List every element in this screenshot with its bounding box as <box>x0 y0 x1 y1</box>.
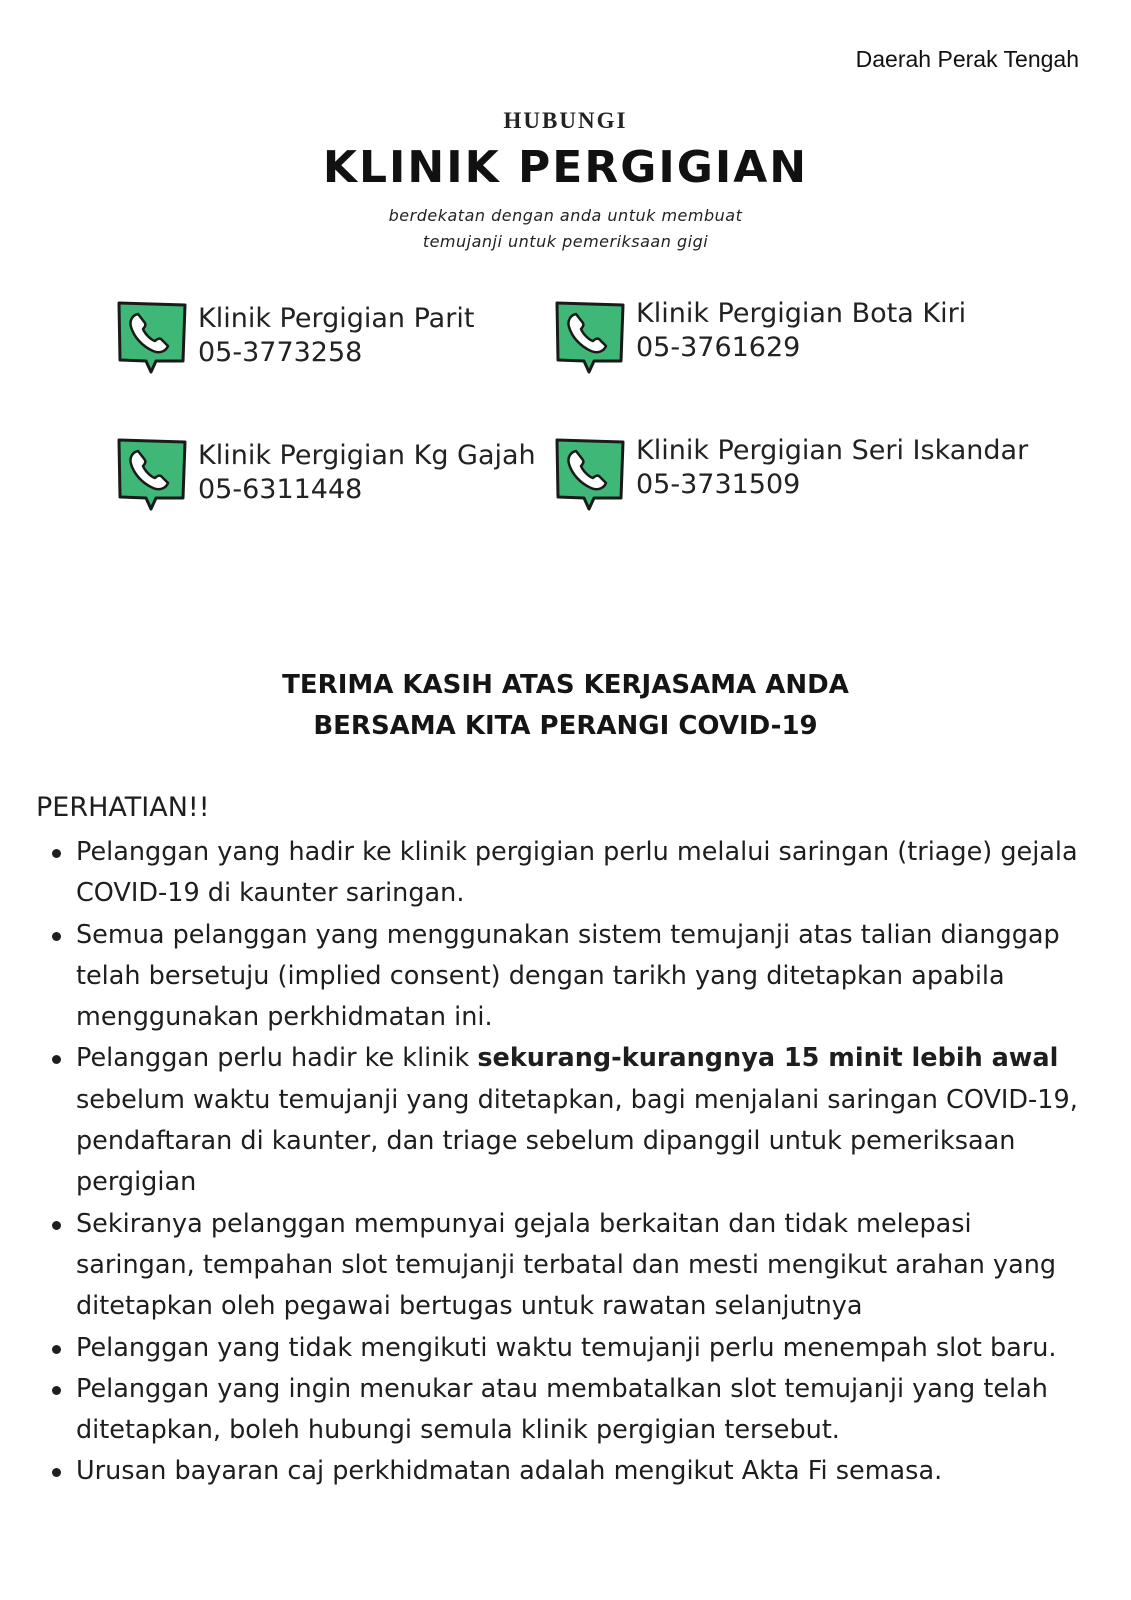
phone-icon <box>554 300 626 380</box>
notice-section <box>36 790 1096 1493</box>
subtitle-line-1: berdekatan dengan anda untuk membuat <box>388 206 743 225</box>
page-title: KLINIK PERGIGIAN <box>322 142 809 193</box>
thanks-line-1: TERIMA KASIH ATAS KERJASAMA ANDA <box>282 670 849 700</box>
clinic-name: Klinik Pergigian Parit <box>198 303 475 334</box>
list-item: Urusan bayaran caj perkhidmatan adalah mengikut Akta Fi semasa. <box>36 1451 1096 1492</box>
clinic-info <box>636 434 1028 502</box>
clinic-name: Klinik Pergigian Seri Iskandar <box>636 435 1029 466</box>
clinic-info <box>636 297 966 365</box>
list-item: Sekiranya pelanggan mempunyai gejala berkaitan dan tidak melepasi saringan, tempahan slot temujanji terbatal dan mesti mengikut arahan yang ditetapkan oleh pegawai bertugas untuk rawatan selanjutnya <box>36 1204 1096 1328</box>
list-item <box>36 1038 1096 1203</box>
clinic-card-kg-gajah[interactable] <box>116 437 536 517</box>
clinic-info <box>198 439 536 507</box>
header-subtitle <box>0 203 1131 255</box>
list-item: Pelanggan yang hadir ke klinik pergigian perlu melalui saringan (triage) gejala COVID-19 di kaunter saringan. <box>36 832 1096 915</box>
clinic-phone[interactable]: 05-3731509 <box>636 469 801 500</box>
clinic-phone[interactable]: 05-3773258 <box>198 337 363 368</box>
clinic-info <box>198 302 474 370</box>
clinic-phone[interactable]: 05-3761629 <box>636 332 801 363</box>
notice-list <box>36 832 1096 1493</box>
list-item-text: Pelanggan perlu hadir ke klinik <box>76 1043 478 1074</box>
list-item-text: sebelum waktu temujanji yang ditetapkan, bagi menjalani saringan COVID-19, pendaftaran di kaunter, dan triage sebelum dipanggil untuk pemeriksaan pergigian <box>76 1084 1078 1198</box>
phone-icon <box>116 437 188 517</box>
clinic-name: Klinik Pergigian Kg Gajah <box>198 440 536 471</box>
subtitle-line-2: temujanji untuk pemeriksaan gigi <box>422 232 709 251</box>
notice-title: PERHATIAN!! <box>36 792 210 823</box>
page-header <box>0 108 1131 255</box>
thanks-line-2: BERSAMA KITA PERANGI COVID-19 <box>313 711 818 741</box>
clinic-card-seri-iskandar[interactable] <box>554 437 1028 517</box>
list-item: Pelanggan yang tidak mengikuti waktu temujanji perlu menempah slot baru. <box>36 1328 1096 1369</box>
clinic-card-parit[interactable] <box>116 300 474 380</box>
header-kicker: HUBUNGI <box>503 108 628 133</box>
phone-icon <box>116 300 188 380</box>
emphasis-text: sekurang-kurangnya 15 minit lebih awal <box>477 1043 1059 1074</box>
thanks-message <box>0 665 1131 747</box>
phone-icon <box>554 437 626 517</box>
clinic-name: Klinik Pergigian Bota Kiri <box>636 298 967 329</box>
clinic-card-bota-kiri[interactable] <box>554 300 966 380</box>
region-label: Daerah Perak Tengah <box>855 46 1079 72</box>
list-item: Semua pelanggan yang menggunakan sistem temujanji atas talian dianggap telah bersetuju (implied consent) dengan tarikh yang ditetapkan apabila menggunakan perkhidmatan ini. <box>36 915 1096 1039</box>
clinic-phone[interactable]: 05-6311448 <box>198 474 363 505</box>
list-item: Pelanggan yang ingin menukar atau membatalkan slot temujanji yang telah ditetapkan, boleh hubungi semula klinik pergigian tersebut. <box>36 1369 1096 1452</box>
